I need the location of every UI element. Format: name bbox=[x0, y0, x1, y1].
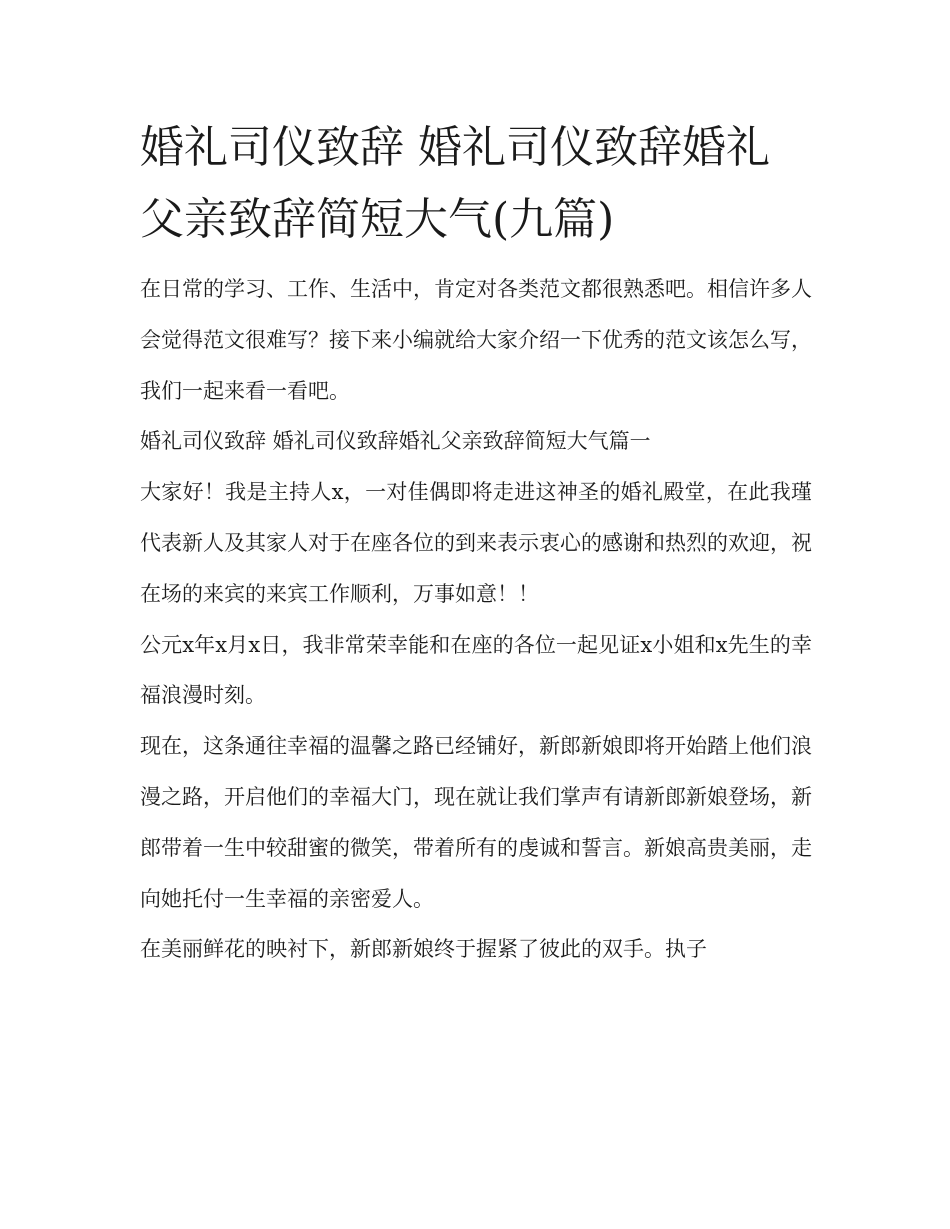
flowers-paragraph: 在美丽鲜花的映衬下，新郎新娘终于握紧了彼此的双手。执子 bbox=[140, 937, 707, 962]
date-paragraph: 公元x年x月x日，我非常荣幸能和在座的各位一起见证x小姐和x先生的幸福浪漫时刻。 bbox=[140, 632, 812, 708]
entrance-paragraph: 现在，这条通往幸福的温馨之路已经铺好，新郎新娘即将开始踏上他们浪漫之路，开启他们的幸福大门，现在就让我们掌声有请新郎新娘登场，新郎带着一生中较甜蜜的微笑，带着所有的虔诚和誓言。新娘高贵美丽，走向她托付一生幸福的亲密爱人。 bbox=[140, 734, 812, 911]
intro-paragraph: 在日常的学习、工作、生活中，肯定对各类范文都很熟悉吧。相信许多人会觉得范文很难写？接下来小编就给大家介绍一下优秀的范文该怎么写，我们一起来看一看吧。 bbox=[140, 277, 812, 403]
document-page bbox=[140, 112, 812, 975]
greeting-paragraph: 大家好！我是主持人x，一对佳偶即将走进这神圣的婚礼殿堂，在此我瑾代表新人及其家人对于在座各位的到来表示衷心的感谢和热烈的欢迎，祝在场的来宾的来宾工作顺利，万事如意！！ bbox=[140, 480, 812, 606]
document-title: 婚礼司仪致辞 婚礼司仪致辞婚礼父亲致辞简短大气(九篇) bbox=[140, 122, 770, 245]
section-heading: 婚礼司仪致辞 婚礼司仪致辞婚礼父亲致辞简短大气篇一 bbox=[140, 429, 651, 454]
